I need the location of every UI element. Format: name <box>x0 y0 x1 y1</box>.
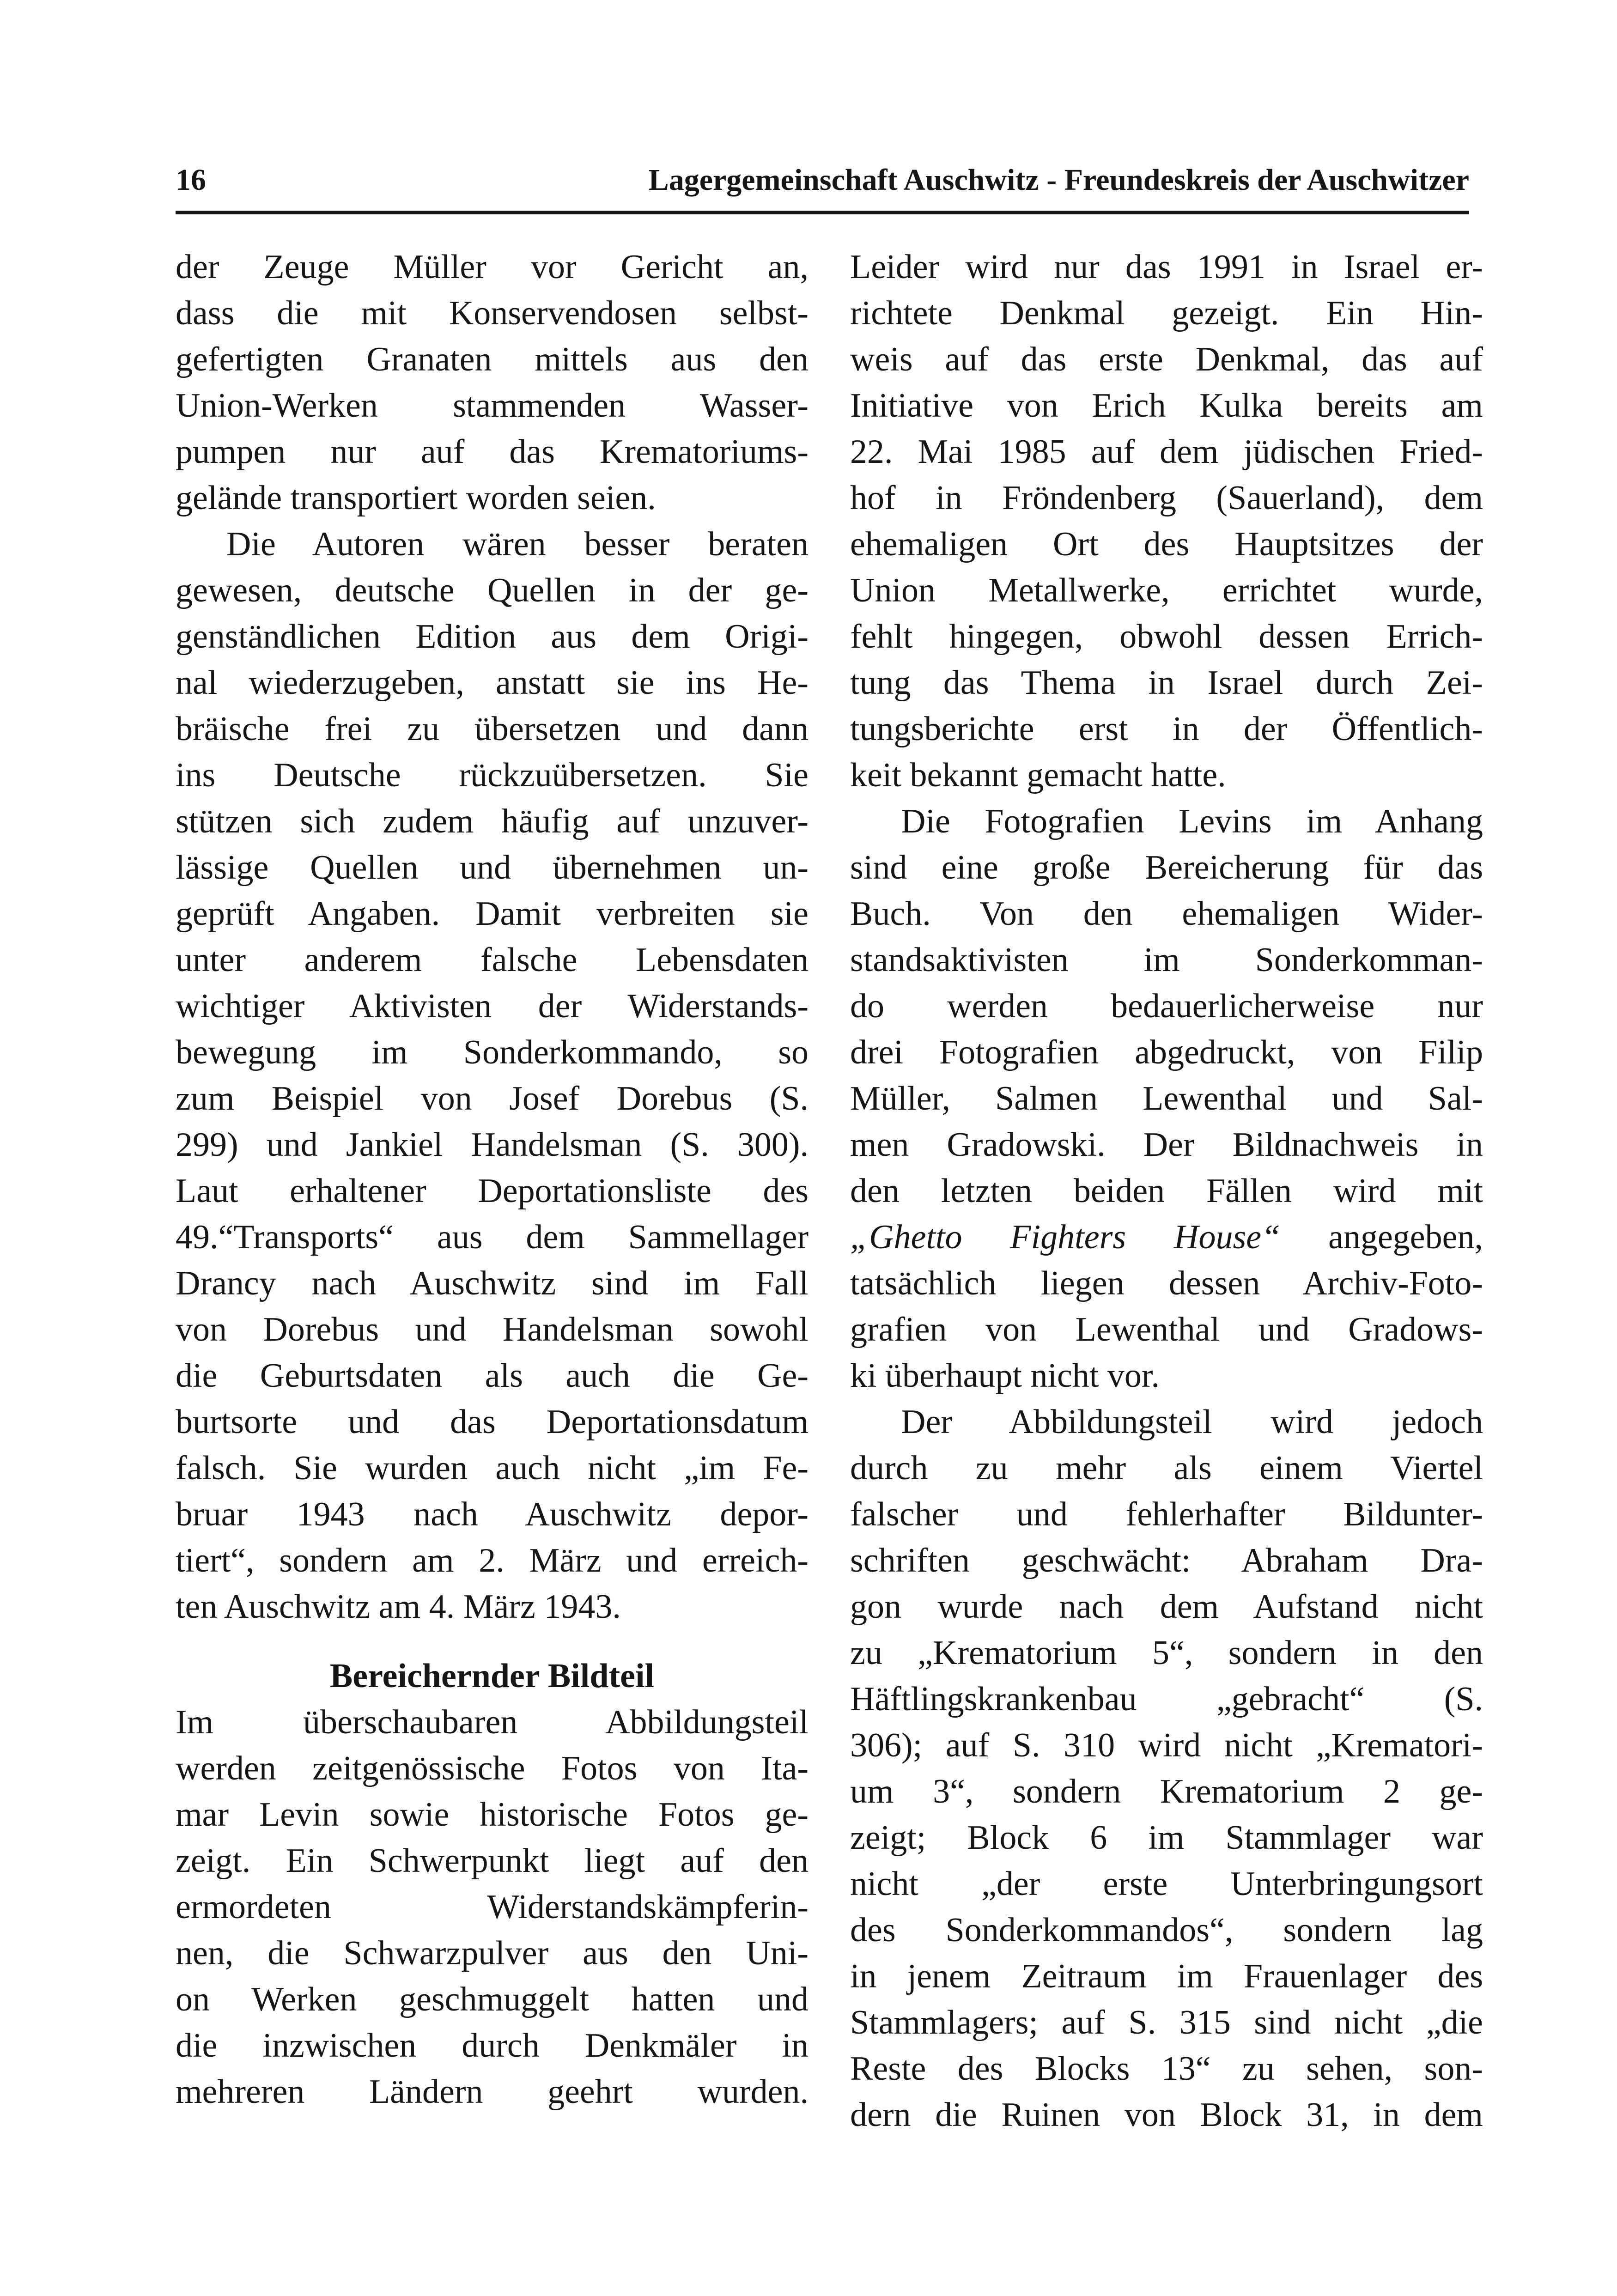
text-line: bräische frei zu übersetzen und dann <box>176 710 808 748</box>
text-line: tiert“, sondern am 2. März und erreich- <box>176 1542 808 1579</box>
text-line: Die Fotografien Levins im Anhang <box>901 802 1483 840</box>
page-header <box>176 157 1469 214</box>
text-line: den letzten beiden Fällen wird mit <box>850 1172 1483 1210</box>
text-line: ki überhaupt nicht vor. <box>850 1357 1160 1395</box>
text-line: Im überschaubaren Abbildungsteil <box>176 1703 808 1741</box>
page-number: 16 <box>176 163 206 197</box>
text-line: Buch. Von den ehemaligen Wider- <box>850 895 1483 933</box>
text-line: Union-Werken stammenden Wasser- <box>176 387 808 425</box>
text-line: von Dorebus und Handelsman sowohl <box>176 1311 808 1348</box>
text-line: tung das Thema in Israel durch Zei- <box>850 664 1483 702</box>
left-column <box>176 244 808 2115</box>
left-paragraph-2 <box>176 521 808 1630</box>
text-line: ermordeten Widerstandskämpferin- <box>176 1888 808 1926</box>
text-line: werden zeitgenössische Fotos von Ita- <box>176 1749 808 1787</box>
text-line: lässige Quellen und übernehmen un- <box>176 849 808 887</box>
text-line: ehemaligen Ort des Hauptsitzes der <box>850 525 1483 563</box>
text-line: nen, die Schwarzpulver aus den Uni- <box>176 1934 808 1972</box>
text-line: richtete Denkmal gezeigt. Ein Hin- <box>850 294 1483 332</box>
left-paragraph-3 <box>176 1699 808 2115</box>
text-line: Die Autoren wären besser beraten <box>226 525 808 563</box>
text-line: Der Abbildungsteil wird jedoch <box>901 1403 1483 1441</box>
running-title: Lagergemeinschaft Auschwitz - Freundeskreis der Auschwitzer <box>648 163 1469 197</box>
text-line: 22. Mai 1985 auf dem jüdischen Fried- <box>850 433 1483 471</box>
text-line: falscher und fehlerhafter Bildunter- <box>850 1495 1483 1533</box>
text-line: 306); auf S. 310 wird nicht „Krematori- <box>850 1726 1483 1764</box>
text-line: Müller, Salmen Lewenthal und Sal- <box>850 1080 1483 1118</box>
text-line: ins Deutsche rückzuübersetzen. Sie <box>176 756 808 794</box>
text-line: falsch. Sie wurden auch nicht „im Fe- <box>176 1449 808 1487</box>
text-line: 299) und Jankiel Handelsman (S. 300). <box>176 1126 808 1164</box>
right-paragraph-2 <box>850 798 1483 1399</box>
text-line: zeigt; Block 6 im Stammlager war <box>850 1819 1483 1857</box>
text-line: genständlichen Edition aus dem Origi- <box>176 618 808 656</box>
text-line: grafien von Lewenthal und Gradows- <box>850 1311 1483 1348</box>
text-line: burtsorte und das Deportationsdatum <box>176 1403 808 1441</box>
text-line: unter anderem falsche Lebensdaten <box>176 941 808 979</box>
text-line: dern die Ruinen von Block 31, in dem <box>850 2096 1483 2134</box>
text-line: zeigt. Ein Schwerpunkt liegt auf den <box>176 1842 808 1880</box>
text-line: on Werken geschmuggelt hatten und <box>176 1980 808 2018</box>
text-line: men Gradowski. Der Bildnachweis in <box>850 1126 1483 1164</box>
left-paragraph-1 <box>176 244 808 521</box>
text-line: Union Metallwerke, errichtet wurde, <box>850 571 1483 609</box>
section-heading: Bereichernder Bildteil <box>329 1657 655 1695</box>
text-line: fehlt hingegen, obwohl dessen Errich- <box>850 618 1483 656</box>
text-line: Leider wird nur das 1991 in Israel er- <box>850 248 1483 286</box>
text-line: in jenem Zeitraum im Frauenlager des <box>850 1957 1483 1995</box>
text-line: stützen sich zudem häufig auf unzuver- <box>176 802 808 840</box>
text-line: gefertigten Granaten mittels aus den <box>176 340 808 378</box>
text-line: um 3“, sondern Krematorium 2 ge- <box>850 1773 1483 1810</box>
text-line: dass die mit Konservendosen selbst- <box>176 294 808 332</box>
text-line: gewesen, deutsche Quellen in der ge- <box>176 571 808 609</box>
text-line: pumpen nur auf das Krematoriums- <box>176 433 808 471</box>
text-line: durch zu mehr als einem Viertel <box>850 1449 1483 1487</box>
text-line: bewegung im Sonderkommando, so <box>176 1033 808 1071</box>
text-line: Reste des Blocks 13“ zu sehen, son- <box>850 2050 1483 2088</box>
italic-source-name: „Ghetto Fighters House“ <box>850 1218 1281 1256</box>
text-line: der Zeuge Müller vor Gericht an, <box>176 248 808 286</box>
text-line: die Geburtsdaten als auch die Ge- <box>176 1357 808 1395</box>
text-line: gon wurde nach dem Aufstand nicht <box>850 1588 1483 1626</box>
text-line: schriften geschwächt: Abraham Dra- <box>850 1542 1483 1579</box>
text-line: nal wiederzugeben, anstatt sie ins He- <box>176 664 808 702</box>
text-line: mar Levin sowie historische Fotos ge- <box>176 1796 808 1834</box>
text-line: wichtiger Aktivisten der Widerstands- <box>176 987 808 1025</box>
text-line: Laut erhaltener Deportationsliste des <box>176 1172 808 1210</box>
text-line: sind eine große Bereicherung für das <box>850 849 1483 887</box>
text-line: tungsberichte erst in der Öffentlich- <box>850 710 1483 748</box>
text-line: zum Beispiel von Josef Dorebus (S. <box>176 1080 808 1118</box>
text-line: nicht „der erste Unterbringungsort <box>850 1865 1483 1903</box>
text-line: keit bekannt gemacht hatte. <box>850 756 1226 794</box>
text-line: do werden bedauerlicherweise nur <box>850 987 1483 1025</box>
text-line-with-italic <box>850 1214 1483 1260</box>
text-line: zu „Krematorium 5“, sondern in den <box>850 1634 1483 1672</box>
text-line: weis auf das erste Denkmal, das auf <box>850 340 1483 378</box>
text-line: ten Auschwitz am 4. März 1943. <box>176 1588 621 1626</box>
text-line: Initiative von Erich Kulka bereits am <box>850 387 1483 425</box>
right-paragraph-1 <box>850 244 1483 798</box>
right-column <box>850 244 1483 2138</box>
text-line: drei Fotografien abgedruckt, von Filip <box>850 1033 1483 1071</box>
text-line: bruar 1943 nach Auschwitz depor- <box>176 1495 808 1533</box>
text-line: Stammlagers; auf S. 315 sind nicht „die <box>850 2004 1483 2041</box>
text-line: hof in Fröndenberg (Sauerland), dem <box>850 479 1483 517</box>
text-line: mehreren Ländern geehrt wurden. <box>176 2073 808 2111</box>
text-line: Häftlingskrankenbau „gebracht“ (S. <box>850 1680 1483 1718</box>
text-line: standsaktivisten im Sonderkomman- <box>850 941 1483 979</box>
right-paragraph-3 <box>850 1399 1483 2138</box>
text-line: die inzwischen durch Denkmäler in <box>176 2027 808 2065</box>
text-line: geprüft Angaben. Damit verbreiten sie <box>176 895 808 933</box>
text-line: tatsächlich liegen dessen Archiv-Foto- <box>850 1264 1483 1302</box>
text-line: Drancy nach Auschwitz sind im Fall <box>176 1264 808 1302</box>
text-line: 49.“Transports“ aus dem Sammellager <box>176 1218 808 1256</box>
text-line: gelände transportiert worden seien. <box>176 479 656 517</box>
text-fragment: angegeben, <box>1280 1218 1483 1256</box>
text-line: des Sonderkommandos“, sondern lag <box>850 1911 1483 1949</box>
